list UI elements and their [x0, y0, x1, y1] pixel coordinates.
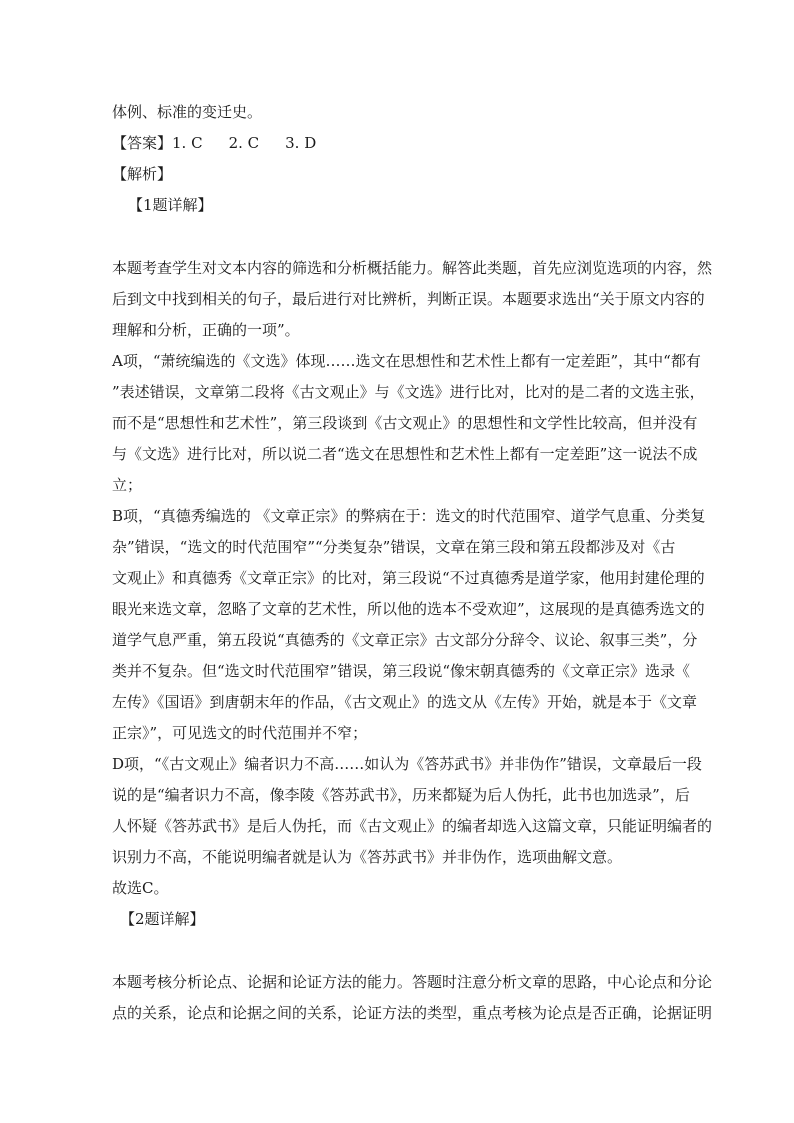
q1-conclusion: 故选C。 [112, 879, 169, 897]
q1-line: 本题考查学生对文本内容的筛选和分析概括能力。解答此类题，首先应浏览选项的内容，然 [112, 259, 713, 277]
q1-line: 杂”错误，“选文的时代范围窄”“分类复杂”错误，文章在第三段和第五段都涉及对《古 [112, 538, 676, 556]
q1-line: 正宗》”，可见选文的时代范围并不窄； [112, 724, 368, 742]
answer-item-1: 1. C [172, 134, 203, 152]
q1-line: 文观止》和真德秀《文章正宗》的比对，第三段说“不过真德秀是道学家，他用封建伦理的 [112, 569, 705, 587]
q1-line: 类并不复杂。但“选文时代范围窄”错误，第三段说“像宋朝真德秀的《文章正宗》选录《 [112, 662, 691, 680]
q1-line: ”表述错误，文章第二段将《古文观止》与《文选》进行比对，比对的是二者的文选主张， [112, 383, 705, 401]
q1-line: 道学气息严重，第五段说“真德秀的《文章正宗》古文部分分辞令、议论、叙事三类”，分 [112, 631, 698, 649]
q1-line: D项，“《古文观止》编者识力不高……如认为《答苏武书》并非伪作”错误，文章最后一段 [112, 755, 702, 773]
answer-label: 【答案】 [112, 134, 173, 152]
intro-line: 体例、标准的变迁史。 [112, 103, 263, 121]
q2-line: 点的关系，论点和论据之间的关系，论证方法的类型，重点考核为论点是否正确，论据证明 [112, 1004, 713, 1022]
q1-line: 而不是“思想性和艺术性”，第三段谈到《古文观止》的思想性和文学性比较高，但并没有 [112, 414, 698, 432]
answer-line [112, 133, 692, 153]
q1-line: 立； [112, 476, 143, 494]
q1-heading: 【1题详解】 [128, 196, 213, 214]
analysis-label: 【解析】 [112, 165, 173, 183]
q1-line: 识别力不高，不能说明编者就是认为《答苏武书》并非伪作，选项曲解文意。 [112, 848, 623, 866]
q1-line: 眼光来选文章，忽略了文章的艺术性，所以他的选本不受欢迎”，这展现的是真德秀选文的 [112, 600, 705, 618]
q1-line: 左传》《国语》到唐朝末年的作品，《古文观止》的选文从《左传》开始，就是本于《文章 [112, 693, 698, 711]
q1-line: 与《文选》进行比对，所以说二者“选文在思想性和艺术性上都有一定差距”这一说法不成 [112, 445, 698, 463]
q2-line: 本题考核分析论点、论据和论证方法的能力。答题时注意分析文章的思路，中心论点和分论 [112, 973, 713, 991]
q1-line: 理解和分析，正确的一项”。 [112, 321, 300, 339]
answer-item-2: 2. C [228, 134, 260, 152]
answer-item-3: 3. D [285, 134, 317, 152]
q1-line: A项，“萧统编选的《文选》体现……选文在思想性和艺术性上都有一定差距”，其中“都有 [112, 352, 701, 370]
q1-line: 后到文中找到相关的句子，最后进行对比辨析，判断正误。本题要求选出“关于原文内容的 [112, 290, 705, 308]
q1-line: 人怀疑《答苏武书》是后人伪托，而《古文观止》的编者却选入这篇文章，只能证明编者的 [112, 817, 713, 835]
q2-heading: 【2题详解】 [120, 910, 205, 928]
q1-line: B项，“真德秀编选的 《文章正宗》的弊病在于：选文的时代范围窄、道学气息重、分类复 [112, 507, 706, 525]
q1-line: 说的是“编者识力不高，像李陵《答苏武书》，历来都疑为后人伪托，此书也加选录”，后 [112, 786, 690, 804]
